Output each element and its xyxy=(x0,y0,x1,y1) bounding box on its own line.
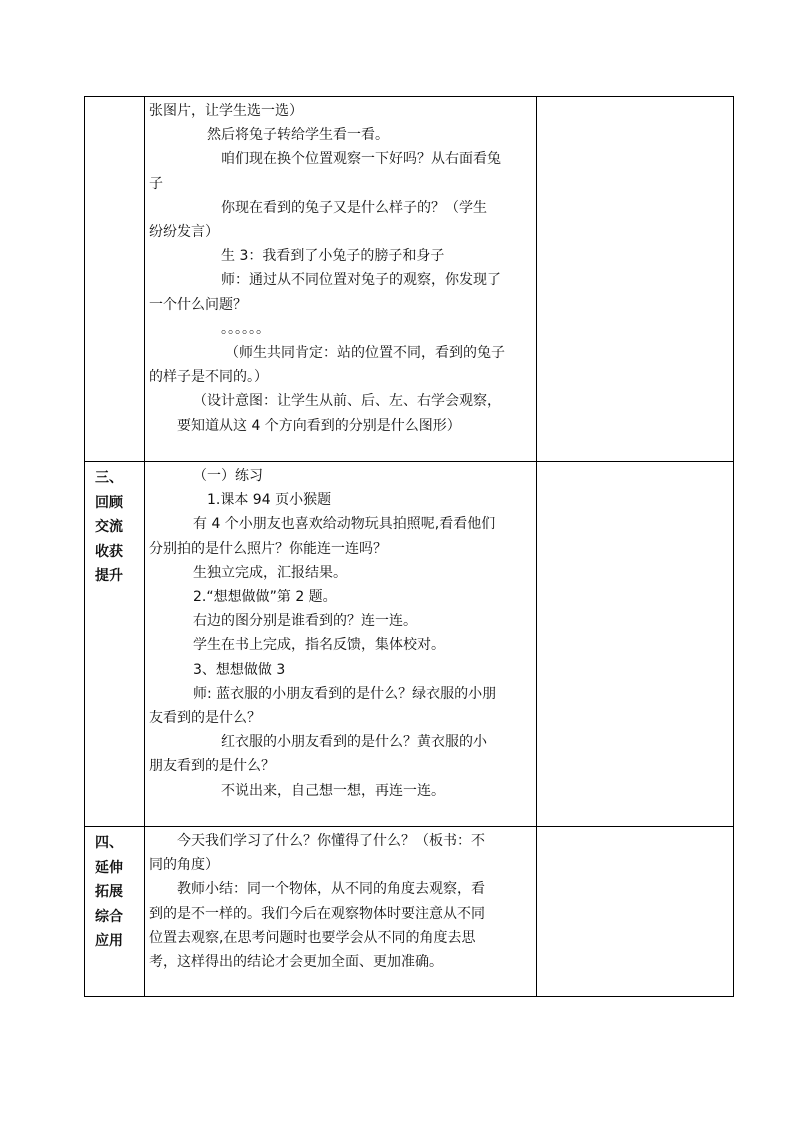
table-row xyxy=(85,462,734,827)
section-label: 回顾 xyxy=(95,494,123,511)
text-line: 1.课本 94 页小猴题 xyxy=(207,492,332,509)
text-line: 然后将兔子转给学生看一看。 xyxy=(207,127,389,144)
text-line: 师：通过从不同位置对兔子的观察，你发现了 xyxy=(221,272,501,289)
text-line: 考，这样得出的结论才会更加全面、更加准确。 xyxy=(149,954,443,971)
notes-cell xyxy=(537,462,734,827)
section-label-cell xyxy=(85,827,145,997)
text-line: 生独立完成，汇报结果。 xyxy=(193,564,347,581)
section-label: 四、 xyxy=(95,835,123,851)
text-line: 。。。。。。 xyxy=(221,320,270,337)
section-label: 应用 xyxy=(95,933,123,949)
text-line: 到的是不一样的。我们今后在观察物体时要注意从不同 xyxy=(149,905,485,922)
content-cell xyxy=(145,97,537,462)
section-label: 交流 xyxy=(95,519,123,535)
text-line: 的样子是不同的。） xyxy=(149,369,268,386)
section-label: 三、 xyxy=(95,470,123,486)
text-line: 友看到的是什么？ xyxy=(149,710,261,727)
section-label: 拓展 xyxy=(95,884,123,900)
section-label-cell xyxy=(85,97,145,462)
text-line: 今天我们学习了什么？你懂得了什么？（板书：不 xyxy=(177,833,485,849)
text-line: 师: 蓝衣服的小朋友看到的是什么？绿衣服的小朋 xyxy=(193,685,497,702)
text-line: （师生共同肯定：站的位置不同，看到的兔子 xyxy=(225,345,505,362)
text-line: 生 3：我看到了小兔子的膀子和身子 xyxy=(221,248,445,265)
text-line: 张图片，让学生选一选） xyxy=(149,103,303,119)
content-cell xyxy=(145,462,537,827)
text-line: 一个什么问题？ xyxy=(149,296,247,313)
table-row xyxy=(85,827,734,997)
lesson-plan-table xyxy=(84,96,734,997)
text-line: 子 xyxy=(149,175,163,192)
notes-cell xyxy=(537,97,734,462)
table-row xyxy=(85,97,734,462)
section-label: 收获 xyxy=(95,543,123,560)
text-line: 同的角度） xyxy=(149,857,219,874)
text-line: 要知道从这 4 个方向看到的分别是什么图形） xyxy=(177,417,461,434)
section-label-cell xyxy=(85,462,145,827)
section-label: 延伸 xyxy=(95,859,123,876)
text-line: 你现在看到的兔子又是什么样子的？（学生 xyxy=(221,199,487,216)
section-label: 提升 xyxy=(95,568,123,584)
notes-cell xyxy=(537,827,734,997)
text-line: 不说出来，自己想一想，再连一连。 xyxy=(221,782,445,799)
text-line: 教师小结：同一个物体，从不同的角度去观察，看 xyxy=(177,881,485,898)
text-line: 3、想想做做 3 xyxy=(193,661,286,678)
text-line: 分别拍的是什么照片？你能连一连吗？ xyxy=(149,540,387,557)
section-label: 综合 xyxy=(95,908,123,925)
text-line: （设计意图：让学生从前、后、左、右学会观察， xyxy=(193,393,501,410)
text-line: 右边的图分别是谁看到的？连一连。 xyxy=(193,613,417,630)
text-line: 红衣服的小朋友看到的是什么？黄衣服的小 xyxy=(221,734,487,751)
text-line: 朋友看到的是什么？ xyxy=(149,758,275,775)
text-line: 2.“想想做做”第 2 题。 xyxy=(193,589,337,606)
text-line: 学生在书上完成，指名反馈，集体校对。 xyxy=(193,637,445,654)
content-cell xyxy=(145,827,537,997)
text-line: 纷纷发言） xyxy=(149,224,219,241)
text-line: 有 4 个小朋友也喜欢给动物玩具拍照呢,看看他们 xyxy=(193,516,496,533)
text-line: （一）练习 xyxy=(193,468,263,484)
text-line: 咱们现在换个位置观察一下好吗？从右面看兔 xyxy=(221,151,501,168)
text-line: 位置去观察,在思考问题时也要学会从不同的角度去思 xyxy=(149,929,476,946)
